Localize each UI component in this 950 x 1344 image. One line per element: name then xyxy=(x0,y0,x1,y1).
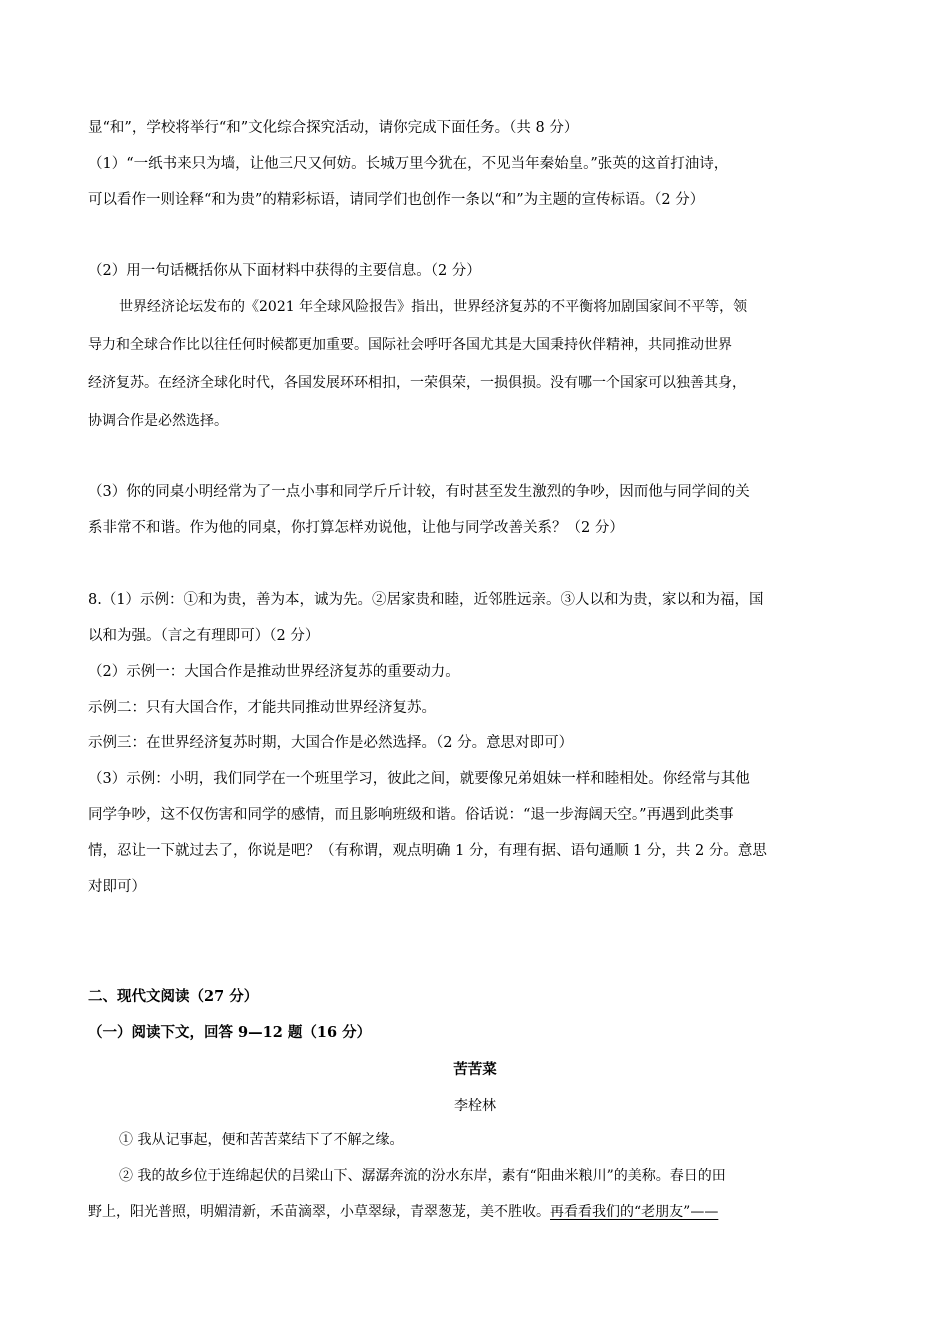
answer-2-line-3: 示例三：在世界经济复苏时期，大国合作是必然选择。（2 分。意思对即可） xyxy=(88,735,574,751)
article-author: 李栓林 xyxy=(454,1098,496,1114)
material-line-1: 世界经济论坛发布的《2021 年全球风险报告》指出，世界经济复苏的不平衡将加剧国家间不平等，领 xyxy=(119,299,748,315)
question-3-line-2: 系非常不和谐。作为他的同桌，你打算怎样劝说他，让他与同学改善关系？（2 分） xyxy=(88,520,624,536)
paragraph-2-plain-text: 野上，阳光普照，明媚清新，禾苗滴翠，小草翠绿，青翠葱茏，美不胜收。 xyxy=(88,1204,550,1220)
answer-1-line-1: 8.（1）示例：①和为贵，善为本，诚为先。②居家贵和睦，近邻胜远亲。③人以和为贵，家以和为福，国 xyxy=(88,592,764,608)
material-line-4: 协调合作是必然选择。 xyxy=(88,413,228,429)
sub-section-heading: （一）阅读下文，回答 9—12 题（16 分） xyxy=(88,1024,372,1041)
answer-3-line-2: 同学争吵，这不仅伤害和同学的感情，而且影响班级和谐。俗话说：“退一步海阔天空。”再遇到此类事 xyxy=(88,807,734,823)
article-paragraph-2-line-1: ② 我的故乡位于连绵起伏的吕梁山下、潺潺奔流的汾水东岸，素有“阳曲米粮川”的美称。春日的田 xyxy=(119,1168,726,1184)
answer-3-line-4: 对即可） xyxy=(88,879,146,895)
question-1-line-2: 可以看作一则诠释“和为贵”的精彩标语，请同学们也创作一条以“和”为主题的宣传标语。（2 分） xyxy=(88,192,705,208)
answer-2-line-1: （2）示例一：大国合作是推动世界经济复苏的重要动力。 xyxy=(88,664,460,680)
article-paragraph-2-line-2 xyxy=(88,1202,868,1222)
question-2-prompt: （2）用一句话概括你从下面材料中获得的主要信息。（2 分） xyxy=(88,263,481,279)
article-paragraph-1: ① 我从记事起，便和苦苦菜结下了不解之缘。 xyxy=(119,1132,404,1148)
answer-3-line-1: （3）示例：小明，我们同学在一个班里学习，彼此之间，就要像兄弟姐妹一样和睦相处。你经常与其他 xyxy=(88,771,750,787)
answer-2-line-2: 示例二：只有大国合作，才能共同推动世界经济复苏。 xyxy=(88,700,436,716)
intro-text: 显“和”，学校将举行“和”文化综合探究活动，请你完成下面任务。（共 8 分） xyxy=(88,120,579,136)
answer-1-line-2: 以和为强。（言之有理即可）（2 分） xyxy=(88,628,320,644)
article-title: 苦苦菜 xyxy=(453,1061,497,1078)
material-line-3: 经济复苏。在经济全球化时代，各国发展环环相扣，一荣俱荣，一损俱损。没有哪一个国家可以独善其身， xyxy=(88,375,746,391)
material-line-2: 导力和全球合作比以往任何时候都更加重要。国际社会呼吁各国尤其是大国秉持伙伴精神，共同推动世界 xyxy=(88,337,732,353)
answer-3-line-3: 情，忍让一下就过去了，你说是吧？（有称谓，观点明确 1 分，有理有据、语句通顺 1 分，共 2 分。意思 xyxy=(88,843,767,859)
section-heading: 二、现代文阅读（27 分） xyxy=(88,988,259,1005)
question-1-line-1: （1）“一纸书来只为墙，让他三尺又何妨。长城万里今犹在，不见当年秦始皇。”张英的这首打油诗， xyxy=(88,156,729,172)
paragraph-2-underlined-text: 再看看我们的“老朋友”—— xyxy=(550,1204,719,1220)
question-3-line-1: （3）你的同桌小明经常为了一点小事和同学斤斤计较，有时甚至发生激烈的争吵，因而他与同学间的关 xyxy=(88,484,750,500)
